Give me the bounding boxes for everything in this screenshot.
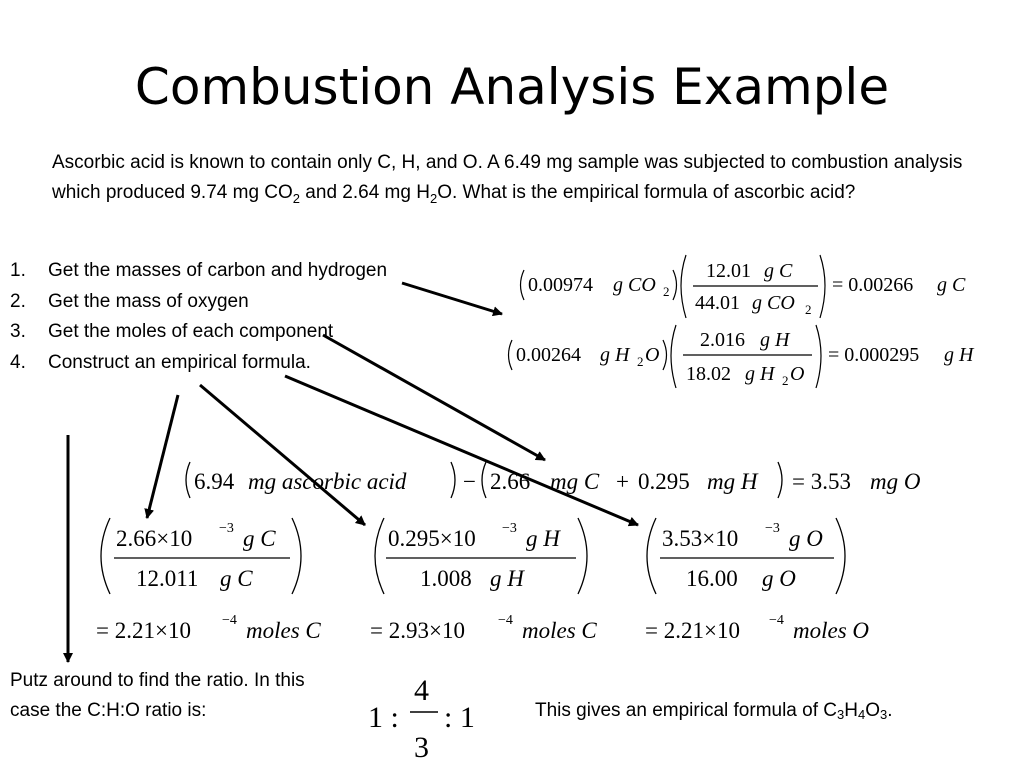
step-item: 3. Get the moles of each component <box>10 321 334 342</box>
svg-text:−4: −4 <box>222 613 237 628</box>
moles-hydrogen-fraction <box>370 518 597 643</box>
svg-text:2.66: 2.66 <box>490 469 531 494</box>
svg-text:g C: g C <box>764 260 793 282</box>
svg-text:−4: −4 <box>769 613 784 628</box>
svg-text:= 2.21×10: = 2.21×10 <box>96 618 191 643</box>
arrow-to-moles-hydrogen <box>200 385 365 525</box>
svg-text:: 1: : 1 <box>444 701 475 734</box>
svg-text:g O: g O <box>762 566 796 591</box>
svg-text:g H: g H <box>526 526 560 551</box>
svg-text:g CO: g CO <box>613 274 656 296</box>
svg-text:= 0.00266: = 0.00266 <box>832 274 914 296</box>
ratio-expression <box>368 674 475 764</box>
svg-text:1.008: 1.008 <box>420 566 472 591</box>
svg-text:g C: g C <box>220 566 253 591</box>
svg-text:12.011: 12.011 <box>136 566 199 591</box>
svg-text:mg ascorbic acid: mg ascorbic acid <box>248 469 407 494</box>
svg-text:0.295×10: 0.295×10 <box>388 526 476 551</box>
svg-text:6.94: 6.94 <box>194 469 235 494</box>
svg-text:moles C: moles C <box>246 618 321 643</box>
step-item: 4. Construct an empirical formula. <box>10 351 311 373</box>
svg-text:12.01: 12.01 <box>706 260 751 282</box>
svg-text:mg O: mg O <box>870 469 921 494</box>
svg-text:3.53×10: 3.53×10 <box>662 526 739 551</box>
svg-text:0.00264: 0.00264 <box>516 344 581 366</box>
problem-statement: Ascorbic acid is known to contain only C, H, and O. A 6.49 mg sample was subjected to combustion analysis which produced 9.74 mg $CO_2$ and 2.64 mg $H_2O$. What is the empirical formula of ascorbic acid? <box>52 152 963 206</box>
svg-text:2: 2 <box>805 302 812 317</box>
svg-text:= 3.53: = 3.53 <box>792 469 851 494</box>
svg-text:g H: g H <box>600 344 630 366</box>
svg-text:44.01: 44.01 <box>695 292 740 314</box>
svg-text:moles O: moles O <box>793 618 870 643</box>
svg-text:g H: g H <box>944 344 974 366</box>
svg-text:g C: g C <box>243 526 276 551</box>
svg-text:g H: g H <box>490 566 524 591</box>
svg-text:2.66×10: 2.66×10 <box>116 526 193 551</box>
svg-text:0.00974: 0.00974 <box>528 274 593 296</box>
arrow-to-moles-carbon <box>147 395 178 518</box>
svg-text:g H: g H <box>745 363 775 385</box>
svg-text:2: 2 <box>663 284 670 299</box>
arrow-to-carbon-mass <box>402 283 502 314</box>
svg-text:3: 3 <box>414 731 429 764</box>
svg-text:4: 4 <box>414 674 429 707</box>
svg-text:16.00: 16.00 <box>686 566 738 591</box>
svg-text:g O: g O <box>789 526 823 551</box>
step-item: 2. Get the mass of oxygen <box>10 290 249 312</box>
svg-text:moles C: moles C <box>522 618 597 643</box>
moles-oxygen-fraction <box>645 518 869 643</box>
hydrogen-mass-equation <box>509 325 976 388</box>
slide-title: Combustion Analysis Example <box>134 58 890 116</box>
svg-text:mg C: mg C <box>550 469 600 494</box>
arrow-to-oxygen-mass <box>323 335 545 460</box>
svg-text:O: O <box>790 363 805 385</box>
svg-text:18.02: 18.02 <box>686 363 731 385</box>
moles-carbon-fraction <box>96 518 321 643</box>
svg-text:+: + <box>616 469 629 494</box>
svg-text:−3: −3 <box>765 521 780 536</box>
carbon-mass-equation <box>521 255 967 318</box>
ratio-explanation: Putz around to find the ratio. In this case the C:H:O ratio is: <box>10 670 305 721</box>
svg-text:g H: g H <box>760 329 790 351</box>
svg-text:= 0.000295: = 0.000295 <box>828 344 920 366</box>
step-item: 1. Get the masses of carbon and hydrogen <box>10 260 388 281</box>
svg-text:g CO: g CO <box>752 292 795 314</box>
svg-text:= 2.93×10: = 2.93×10 <box>370 618 465 643</box>
svg-text:−: − <box>463 469 476 494</box>
svg-text:mg H: mg H <box>707 469 758 494</box>
conclusion-text: This gives an empirical formula of $C_3H_4O_3$. <box>535 700 893 722</box>
svg-text:O: O <box>645 344 660 366</box>
svg-text:= 2.21×10: = 2.21×10 <box>645 618 740 643</box>
svg-text:2: 2 <box>637 354 644 369</box>
svg-text:g C: g C <box>937 274 966 296</box>
svg-text:−3: −3 <box>502 521 517 536</box>
svg-text:−3: −3 <box>219 521 234 536</box>
svg-text:2.016: 2.016 <box>700 329 745 351</box>
svg-text:2: 2 <box>782 373 789 388</box>
svg-text:−4: −4 <box>498 613 513 628</box>
svg-text:1 :: 1 : <box>368 701 399 734</box>
svg-text:0.295: 0.295 <box>638 469 690 494</box>
